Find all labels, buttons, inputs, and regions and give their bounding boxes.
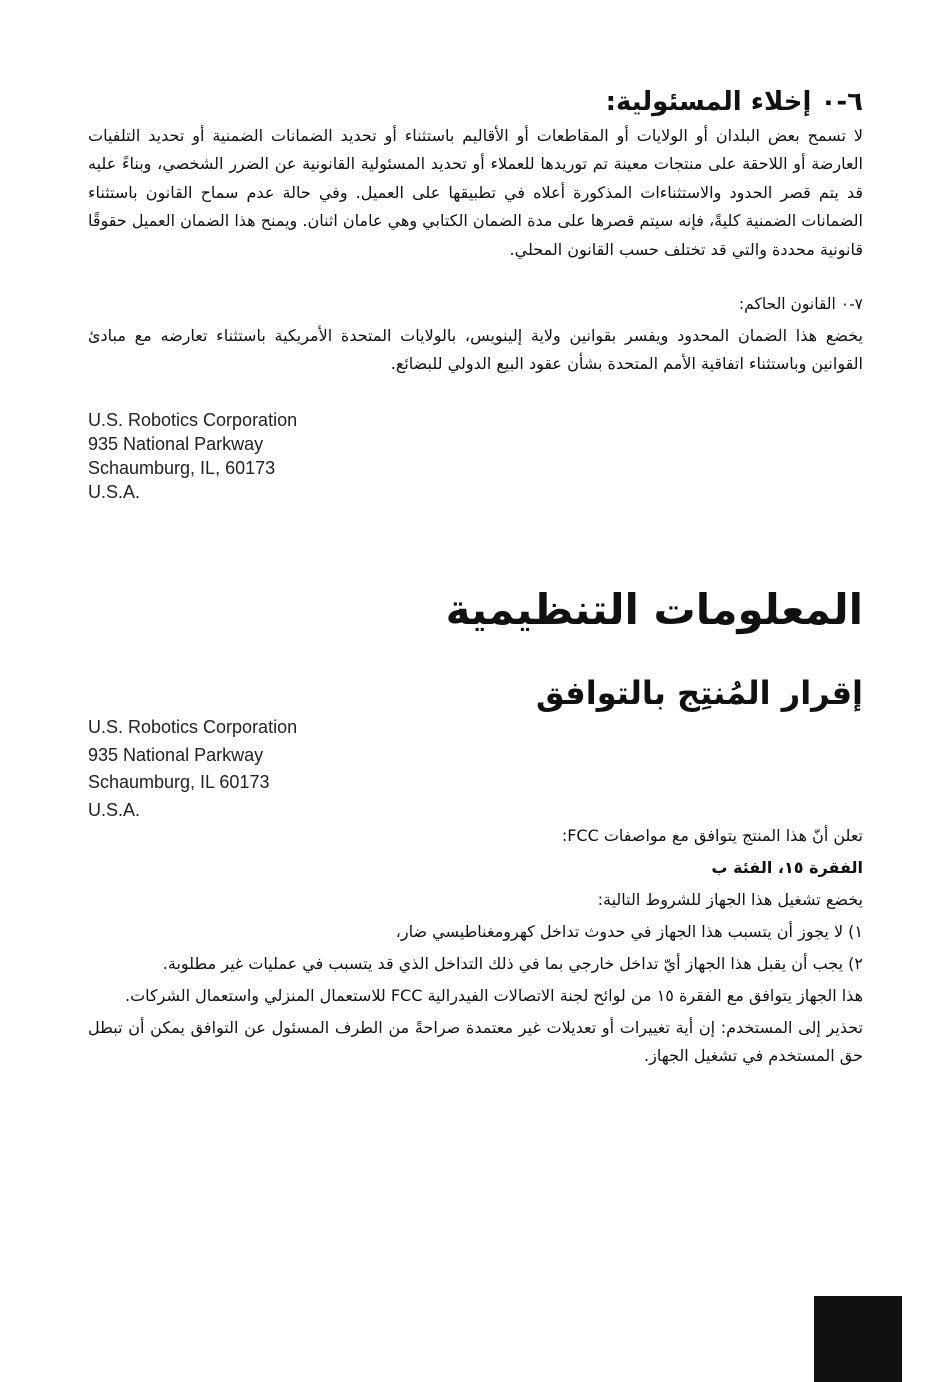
section-6-heading: ٦-٠ إخلاء المسئولية: — [605, 87, 863, 117]
fcc-compliance: هذا الجهاز يتوافق مع الفقرة ١٥ من لوائح لجنة الاتصالات الفيدرالية FCC للاستعمال المنزلي واستعمال الشركات. — [125, 986, 863, 1005]
address-line: U.S.A. — [88, 482, 141, 502]
address-line: U.S. Robotics Corporation — [88, 410, 298, 430]
fcc-conditions-intro: يخضع تشغيل هذا الجهاز للشروط التالية: — [597, 890, 863, 909]
fcc-condition-2: ٢) يجب أن يقبل هذا الجهاز أيّ تداخل خارجي بما في ذلك التداخل الذي قد يتسبب في عمليات غير مطلوبة. — [162, 954, 863, 973]
fcc-condition-1: ١) لا يجوز أن يتسبب هذا الجهاز في حدوث تداخل كهرومغناطيسي ضار، — [395, 922, 863, 941]
company-address-2 — [88, 714, 297, 824]
section-6-body: لا تسمح بعض البلدان أو الولايات أو المقاطعات أو الأقاليم باستثناء أو تحديد الضمانات الضمنية أو تحديد التلفيات العارضة أو اللاحقة على منتجات معينة تم توريدها للعملاء أو تحديد المسئولية القانونية عن الضرر الشخصي، وبناءً عليه قد يتم قصر الحدود والاستثناءات المذكورة أعلاه في تطبيقها على العميل. وفي حالة عدم سماح القانون باستثناء الضمانات الضمنية كليةً، فإنه سيتم قصرها على مدة الضمان الكتابي وهي عامان اثنان. ويمنح هذا الضمان العميل حقوقًا قانونية محددة والتي قد تختلف حسب القانون المحلي. — [87, 126, 863, 259]
address-line: U.S.A. — [88, 799, 141, 820]
fcc-intro: تعلن أنّ هذا المنتج يتوافق مع مواصفات FCC: — [561, 826, 863, 845]
section-7-body: يخضع هذا الضمان المحدود ويفسر بقوانين ولاية إلينويس، بالولايات المتحدة الأمريكية باستثناء تعارضه مع مبادئ القوانين وباستثناء اتفاقية الأمم المتحدة بشأن عقود البيع الدولي للبضائع. — [88, 326, 863, 373]
address-line: Schaumburg, IL 60173 — [88, 772, 270, 792]
address-line: 935 National Parkway — [88, 434, 264, 454]
fcc-caution: تحذير إلى المستخدم: إن أية تغييرات أو تعديلات غير معتمدة صراحةً من الطرف المسئول عن التوافق يمكن أن تبطل حق المستخدم في تشغيل الجهاز. — [88, 1018, 863, 1065]
fcc-part: الفقرة ١٥، الفئة ب — [711, 858, 863, 877]
section-7-heading: ٧-٠ القانون الحاكم: — [738, 295, 863, 313]
address-line: Schaumburg, IL, 60173 — [88, 458, 276, 478]
company-address-1 — [88, 408, 297, 504]
fcc-declaration — [88, 822, 863, 1074]
section-subtitle: إقرار المُنتِج بالتوافق — [535, 674, 863, 712]
address-line: U.S. Robotics Corporation — [88, 717, 298, 737]
page-tab-marker — [814, 1296, 902, 1382]
page-title: المعلومات التنظيمية — [445, 585, 863, 634]
address-line: 935 National Parkway — [88, 744, 264, 765]
